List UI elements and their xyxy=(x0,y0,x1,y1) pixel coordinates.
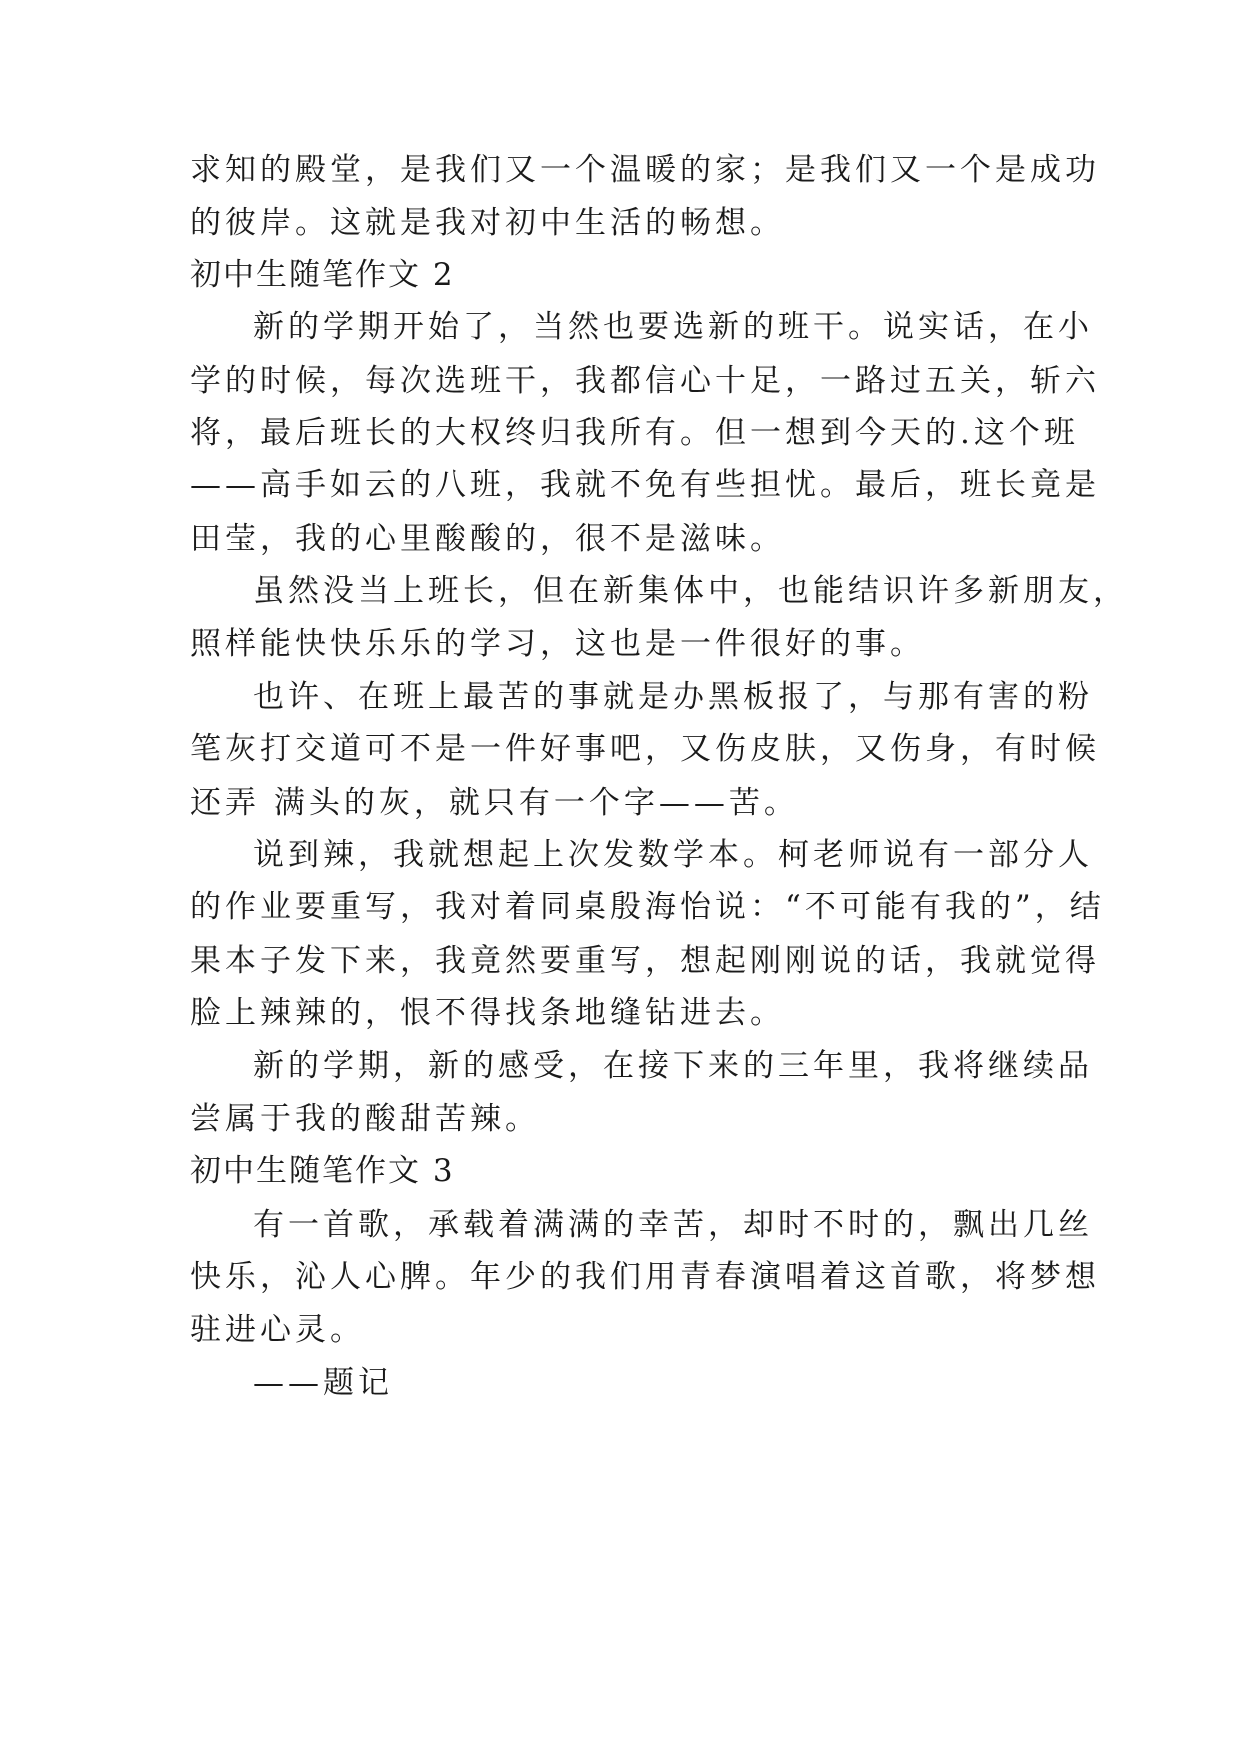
paragraph-line: 求知的殿堂，是我们又一个温暖的家；是我们又一个是成功 xyxy=(190,152,1100,188)
paragraph-line: 果本子发下来，我竟然要重写，想起刚刚说的话，我就觉得 xyxy=(190,943,1100,979)
paragraph-line: 笔灰打交道可不是一件好事吧，又伤皮肤，又伤身，有时候 xyxy=(190,731,1100,767)
paragraph-line: 新的学期，新的感受，在接下来的三年里，我将继续品 xyxy=(253,1048,1093,1084)
paragraph-line: ——高手如云的八班，我就不免有些担忧。最后，班长竟是 xyxy=(190,467,1100,503)
paragraph-line: 将，最后班长的大权终归我所有。但一想到今天的.这个班 xyxy=(190,415,1079,451)
paragraph-line: 也许、在班上最苦的事就是办黑板报了，与那有害的粉 xyxy=(253,679,1093,715)
paragraph-line: 学的时候，每次选班干，我都信心十足，一路过五关，斩六 xyxy=(190,363,1100,399)
section-heading: 初中生随笔作文 2 xyxy=(190,257,455,293)
paragraph-line: 尝属于我的酸甜苦辣。 xyxy=(190,1101,540,1137)
paragraph-line: 快乐，沁人心脾。年少的我们用青春演唱着这首歌，将梦想 xyxy=(190,1259,1100,1295)
paragraph-line: 田莹，我的心里酸酸的，很不是滋味。 xyxy=(190,521,785,557)
paragraph-line: 照样能快快乐乐的学习，这也是一件很好的事。 xyxy=(190,626,925,662)
epigraph-attribution: ——题记 xyxy=(253,1365,393,1401)
paragraph-line: 有一首歌，承载着满满的幸苦，却时不时的，飘出几丝 xyxy=(253,1207,1093,1243)
paragraph-line: 说到辣，我就想起上次发数学本。柯老师说有一部分人 xyxy=(253,837,1093,873)
paragraph-line: 脸上辣辣的，恨不得找条地缝钻进去。 xyxy=(190,995,785,1031)
paragraph-line: 虽然没当上班长，但在新集体中，也能结识许多新朋友， xyxy=(253,573,1128,609)
section-heading: 初中生随笔作文 3 xyxy=(190,1153,455,1189)
paragraph-line: 驻进心灵。 xyxy=(190,1312,365,1348)
paragraph-line: 还弄 满头的灰，就只有一个字——苦。 xyxy=(190,785,799,821)
paragraph-line: 的作业要重写，我对着同桌殷海怡说：“不可能有我的”，结 xyxy=(190,889,1105,925)
paragraph-line: 的彼岸。这就是我对初中生活的畅想。 xyxy=(190,205,785,241)
paragraph-line: 新的学期开始了，当然也要选新的班干。说实话，在小 xyxy=(253,309,1093,345)
